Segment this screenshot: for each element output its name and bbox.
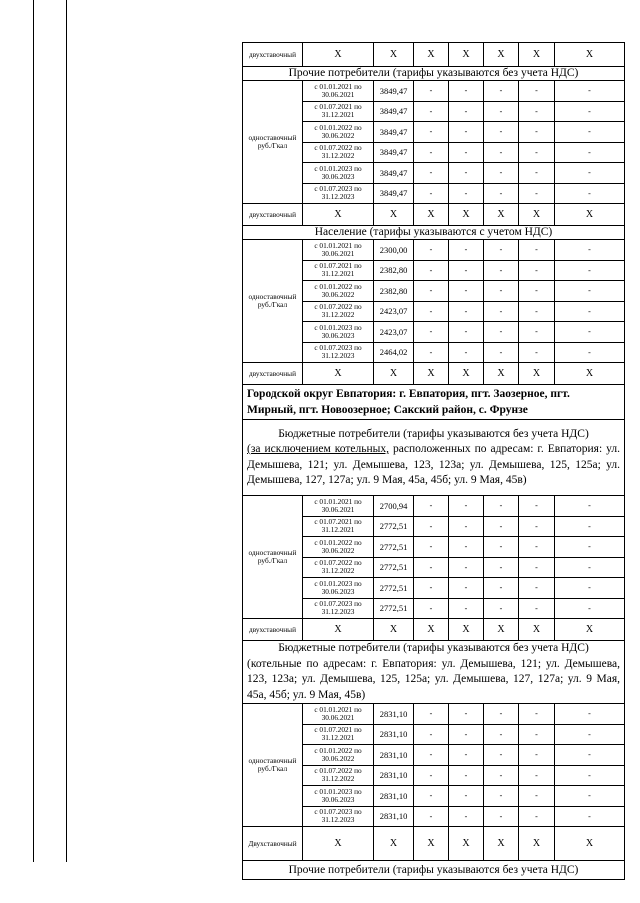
x-mark: Х	[519, 619, 555, 641]
empty-dash: -	[484, 281, 519, 302]
tariff-row	[243, 496, 625, 517]
empty-dash: -	[449, 557, 484, 578]
empty-dash: -	[484, 122, 519, 143]
period-cell: с 01.07.2021 по 31.12.2021	[303, 516, 374, 537]
x-mark: Х	[519, 204, 555, 226]
x-mark: Х	[449, 619, 484, 641]
one-part-label	[243, 81, 303, 204]
empty-dash: -	[484, 704, 519, 725]
empty-dash: -	[414, 81, 449, 102]
x-mark: Х	[519, 43, 555, 67]
empty-dash: -	[449, 301, 484, 322]
x-mark: Х	[555, 363, 625, 385]
period-cell: с 01.01.2021 по 30.06.2021	[303, 704, 374, 725]
empty-dash: -	[519, 786, 555, 807]
empty-dash: -	[484, 322, 519, 343]
empty-dash: -	[449, 342, 484, 363]
empty-dash: -	[555, 281, 625, 302]
empty-dash: -	[519, 81, 555, 102]
x-mark: Х	[519, 363, 555, 385]
empty-dash: -	[484, 786, 519, 807]
empty-dash: -	[555, 183, 625, 204]
unit-label: руб./Гкал	[257, 300, 288, 309]
empty-dash: -	[484, 557, 519, 578]
tariff-value: 2772,51	[374, 578, 414, 599]
x-mark: Х	[555, 204, 625, 226]
empty-dash: -	[555, 81, 625, 102]
period-cell: с 01.01.2023 по 30.06.2023	[303, 578, 374, 599]
period-cell: с 01.07.2023 по 31.12.2023	[303, 342, 374, 363]
empty-dash: -	[555, 516, 625, 537]
tariff-value: 3849,47	[374, 183, 414, 204]
empty-dash: -	[414, 142, 449, 163]
x-mark: Х	[303, 619, 374, 641]
empty-dash: -	[519, 557, 555, 578]
empty-dash: -	[484, 578, 519, 599]
x-mark: Х	[303, 43, 374, 67]
empty-dash: -	[414, 745, 449, 766]
tariff-value: 2700,94	[374, 496, 414, 517]
empty-dash: -	[555, 142, 625, 163]
tariff-value: 3849,47	[374, 81, 414, 102]
empty-dash: -	[484, 163, 519, 184]
empty-dash: -	[414, 496, 449, 517]
empty-dash: -	[555, 322, 625, 343]
empty-dash: -	[484, 516, 519, 537]
empty-dash: -	[414, 301, 449, 322]
header-budget2-row	[243, 641, 625, 704]
one-part-label-text: одноставочный	[248, 133, 297, 142]
budget1-body	[247, 442, 620, 489]
empty-dash: -	[414, 806, 449, 827]
empty-dash: -	[519, 745, 555, 766]
empty-dash: -	[484, 537, 519, 558]
margin-line-left	[33, 0, 34, 862]
x-mark: Х	[449, 363, 484, 385]
one-part-label	[243, 496, 303, 619]
empty-dash: -	[555, 496, 625, 517]
header-budget1	[243, 420, 625, 496]
period-cell: с 01.07.2022 по 31.12.2022	[303, 142, 374, 163]
empty-dash: -	[484, 260, 519, 281]
two-part-row	[243, 204, 625, 226]
empty-dash: -	[449, 496, 484, 517]
empty-dash: -	[414, 516, 449, 537]
tariff-row	[243, 240, 625, 261]
empty-dash: -	[414, 557, 449, 578]
x-mark: Х	[484, 204, 519, 226]
empty-dash: -	[414, 342, 449, 363]
tariff-value: 3849,47	[374, 122, 414, 143]
empty-dash: -	[519, 806, 555, 827]
empty-dash: -	[449, 142, 484, 163]
x-mark: Х	[449, 204, 484, 226]
x-mark: Х	[414, 827, 449, 861]
empty-dash: -	[555, 342, 625, 363]
tariff-value: 2831,10	[374, 786, 414, 807]
empty-dash: -	[449, 516, 484, 537]
two-part-row	[243, 827, 625, 861]
tariff-value: 2772,51	[374, 598, 414, 619]
header-district: Городской округ Евпатория: г. Евпатория, пгт. Заозерное, пгт. Мирный, пгт. Новоозерное; Сакский район, с. Фрунзе	[243, 385, 625, 420]
empty-dash: -	[555, 122, 625, 143]
tariff-value: 2772,51	[374, 537, 414, 558]
unit-label: руб./Гкал	[257, 764, 288, 773]
empty-dash: -	[555, 745, 625, 766]
tariff-value: 3849,47	[374, 142, 414, 163]
tariff-value: 2423,07	[374, 301, 414, 322]
empty-dash: -	[519, 578, 555, 599]
empty-dash: -	[555, 806, 625, 827]
period-cell: с 01.07.2023 по 31.12.2023	[303, 598, 374, 619]
one-part-label-text: одноставочный	[248, 756, 297, 765]
empty-dash: -	[414, 598, 449, 619]
empty-dash: -	[449, 578, 484, 599]
period-cell: с 01.01.2021 по 30.06.2021	[303, 496, 374, 517]
period-cell: с 01.01.2021 по 30.06.2021	[303, 81, 374, 102]
empty-dash: -	[484, 183, 519, 204]
x-mark: Х	[484, 43, 519, 67]
header-district-row	[243, 385, 625, 420]
empty-dash: -	[414, 260, 449, 281]
empty-dash: -	[555, 724, 625, 745]
empty-dash: -	[414, 281, 449, 302]
empty-dash: -	[519, 322, 555, 343]
x-mark: Х	[414, 619, 449, 641]
two-part-row	[243, 619, 625, 641]
empty-dash: -	[449, 122, 484, 143]
empty-dash: -	[414, 724, 449, 745]
empty-dash: -	[449, 806, 484, 827]
period-cell: с 01.01.2022 по 30.06.2022	[303, 281, 374, 302]
empty-dash: -	[449, 322, 484, 343]
empty-dash: -	[449, 101, 484, 122]
header-prochie-last: Прочие потребители (тарифы указываются без учета НДС)	[243, 861, 625, 880]
empty-dash: -	[519, 142, 555, 163]
header-naselenie: Население (тарифы указываются с учетом НДС)	[243, 226, 625, 240]
x-mark: Х	[374, 827, 414, 861]
tariff-value: 2772,51	[374, 516, 414, 537]
empty-dash: -	[484, 598, 519, 619]
empty-dash: -	[555, 163, 625, 184]
period-cell: с 01.07.2023 по 31.12.2023	[303, 806, 374, 827]
empty-dash: -	[484, 142, 519, 163]
empty-dash: -	[555, 765, 625, 786]
empty-dash: -	[449, 537, 484, 558]
two-part-label: двухставочный	[243, 363, 303, 385]
period-cell: с 01.07.2021 по 31.12.2021	[303, 724, 374, 745]
header-prochie-row	[243, 67, 625, 81]
empty-dash: -	[484, 342, 519, 363]
x-mark: Х	[555, 43, 625, 67]
tariff-value: 2831,10	[374, 704, 414, 725]
empty-dash: -	[484, 240, 519, 261]
two-part-label: двухставочный	[243, 619, 303, 641]
empty-dash: -	[414, 786, 449, 807]
empty-dash: -	[555, 578, 625, 599]
empty-dash: -	[519, 122, 555, 143]
period-cell: с 01.01.2022 по 30.06.2022	[303, 537, 374, 558]
one-part-label	[243, 704, 303, 827]
empty-dash: -	[555, 704, 625, 725]
empty-dash: -	[519, 516, 555, 537]
period-cell: с 01.01.2021 по 30.06.2021	[303, 240, 374, 261]
empty-dash: -	[484, 724, 519, 745]
empty-dash: -	[449, 183, 484, 204]
empty-dash: -	[519, 496, 555, 517]
tariff-value: 2831,10	[374, 765, 414, 786]
empty-dash: -	[414, 322, 449, 343]
two-part-label: двухставочный	[243, 43, 303, 67]
tariff-value: 2464,02	[374, 342, 414, 363]
header-prochie: Прочие потребители (тарифы указываются без учета НДС)	[243, 67, 625, 81]
empty-dash: -	[519, 537, 555, 558]
empty-dash: -	[555, 260, 625, 281]
x-mark: Х	[414, 363, 449, 385]
period-cell: с 01.01.2022 по 30.06.2022	[303, 745, 374, 766]
header-budget1-row	[243, 420, 625, 496]
empty-dash: -	[414, 240, 449, 261]
x-mark: Х	[374, 43, 414, 67]
x-mark: Х	[303, 827, 374, 861]
two-part-label: Двухставочный	[243, 827, 303, 861]
x-mark: Х	[449, 827, 484, 861]
header-budget2	[243, 641, 625, 704]
empty-dash: -	[519, 598, 555, 619]
empty-dash: -	[414, 537, 449, 558]
period-cell: с 01.07.2022 по 31.12.2022	[303, 301, 374, 322]
empty-dash: -	[519, 163, 555, 184]
tariff-row	[243, 81, 625, 102]
empty-dash: -	[449, 745, 484, 766]
empty-dash: -	[555, 786, 625, 807]
empty-dash: -	[519, 765, 555, 786]
empty-dash: -	[414, 578, 449, 599]
tariff-table	[242, 42, 624, 876]
period-cell: с 01.01.2023 по 30.06.2023	[303, 786, 374, 807]
tariff-value: 2831,10	[374, 806, 414, 827]
empty-dash: -	[555, 301, 625, 322]
x-mark: Х	[303, 204, 374, 226]
x-mark: Х	[303, 363, 374, 385]
x-mark: Х	[555, 619, 625, 641]
budget2-title: Бюджетные потребители (тарифы указываются без учета НДС)	[278, 642, 589, 654]
empty-dash: -	[414, 704, 449, 725]
empty-dash: -	[449, 240, 484, 261]
empty-dash: -	[449, 163, 484, 184]
period-cell: с 01.01.2022 по 30.06.2022	[303, 122, 374, 143]
empty-dash: -	[414, 163, 449, 184]
period-cell: с 01.07.2022 по 31.12.2022	[303, 765, 374, 786]
header-naselenie-row	[243, 226, 625, 240]
x-mark: Х	[414, 204, 449, 226]
empty-dash: -	[414, 101, 449, 122]
empty-dash: -	[484, 745, 519, 766]
empty-dash: -	[519, 342, 555, 363]
empty-dash: -	[555, 537, 625, 558]
two-part-label: двухставочный	[243, 204, 303, 226]
x-mark: Х	[449, 43, 484, 67]
x-mark: Х	[519, 827, 555, 861]
tariff-value: 2831,10	[374, 724, 414, 745]
tariff-value: 2772,51	[374, 557, 414, 578]
unit-label: руб./Гкал	[257, 556, 288, 565]
margin-line-right	[66, 0, 67, 862]
two-part-row	[243, 43, 625, 67]
period-cell: с 01.01.2023 по 30.06.2023	[303, 163, 374, 184]
empty-dash: -	[519, 704, 555, 725]
period-cell: с 01.07.2023 по 31.12.2023	[303, 183, 374, 204]
tariff-value: 2300,00	[374, 240, 414, 261]
empty-dash: -	[484, 81, 519, 102]
period-cell: с 01.07.2021 по 31.12.2021	[303, 101, 374, 122]
empty-dash: -	[414, 122, 449, 143]
x-mark: Х	[484, 619, 519, 641]
empty-dash: -	[519, 301, 555, 322]
tariff-value: 2382,80	[374, 260, 414, 281]
empty-dash: -	[484, 301, 519, 322]
period-cell: с 01.07.2022 по 31.12.2022	[303, 557, 374, 578]
empty-dash: -	[519, 724, 555, 745]
unit-label: руб./Гкал	[257, 141, 288, 150]
x-mark: Х	[484, 363, 519, 385]
empty-dash: -	[449, 598, 484, 619]
tariff-row	[243, 704, 625, 725]
x-mark: Х	[374, 363, 414, 385]
empty-dash: -	[449, 724, 484, 745]
budget1-rest: расположенных по адресам: г. Евпатория: ул. Демышева, 121; ул. Демышева, 123, 123а; ул. Демышева, 125, 125а; ул. Демышева, 127, 127а; ул. 9 Мая, 45а, 45б; ул. 9 Мая, 45в)	[247, 443, 621, 486]
empty-dash: -	[484, 806, 519, 827]
tariff-value: 2831,10	[374, 745, 414, 766]
one-part-label	[243, 240, 303, 363]
empty-dash: -	[519, 281, 555, 302]
empty-dash: -	[449, 81, 484, 102]
x-mark: Х	[555, 827, 625, 861]
empty-dash: -	[484, 765, 519, 786]
budget1-underline: (за исключением котельных,	[247, 443, 390, 455]
tariff-value: 3849,47	[374, 163, 414, 184]
budget2-body: (котельные по адресам: г. Евпатория: ул. Демышева, 121; ул. Демышева, 123, 123а; ул. Демышева, 125, 125а; ул. Демышева, 127, 127а; ул. 9 Мая, 45а, 45б; ул. 9 Мая, 45в)	[247, 657, 620, 701]
empty-dash: -	[449, 786, 484, 807]
x-mark: Х	[374, 619, 414, 641]
empty-dash: -	[555, 557, 625, 578]
empty-dash: -	[519, 260, 555, 281]
empty-dash: -	[555, 101, 625, 122]
tariff-value: 3849,47	[374, 101, 414, 122]
empty-dash: -	[484, 496, 519, 517]
budget1-title: Бюджетные потребители (тарифы указываются без учета НДС)	[278, 427, 589, 440]
empty-dash: -	[449, 281, 484, 302]
empty-dash: -	[519, 101, 555, 122]
empty-dash: -	[555, 240, 625, 261]
period-cell: с 01.01.2023 по 30.06.2023	[303, 322, 374, 343]
empty-dash: -	[449, 260, 484, 281]
tariff-value: 2382,80	[374, 281, 414, 302]
one-part-label-text: одноставочный	[248, 292, 297, 301]
x-mark: Х	[484, 827, 519, 861]
empty-dash: -	[449, 765, 484, 786]
empty-dash: -	[555, 598, 625, 619]
empty-dash: -	[519, 240, 555, 261]
tariff-value: 2423,07	[374, 322, 414, 343]
two-part-row	[243, 363, 625, 385]
x-mark: Х	[374, 204, 414, 226]
empty-dash: -	[484, 101, 519, 122]
empty-dash: -	[449, 704, 484, 725]
period-cell: с 01.07.2021 по 31.12.2021	[303, 260, 374, 281]
empty-dash: -	[414, 765, 449, 786]
empty-dash: -	[519, 183, 555, 204]
x-mark: Х	[414, 43, 449, 67]
empty-dash: -	[414, 183, 449, 204]
header-prochie-last-row	[243, 861, 625, 880]
one-part-label-text: одноставочный	[248, 548, 297, 557]
